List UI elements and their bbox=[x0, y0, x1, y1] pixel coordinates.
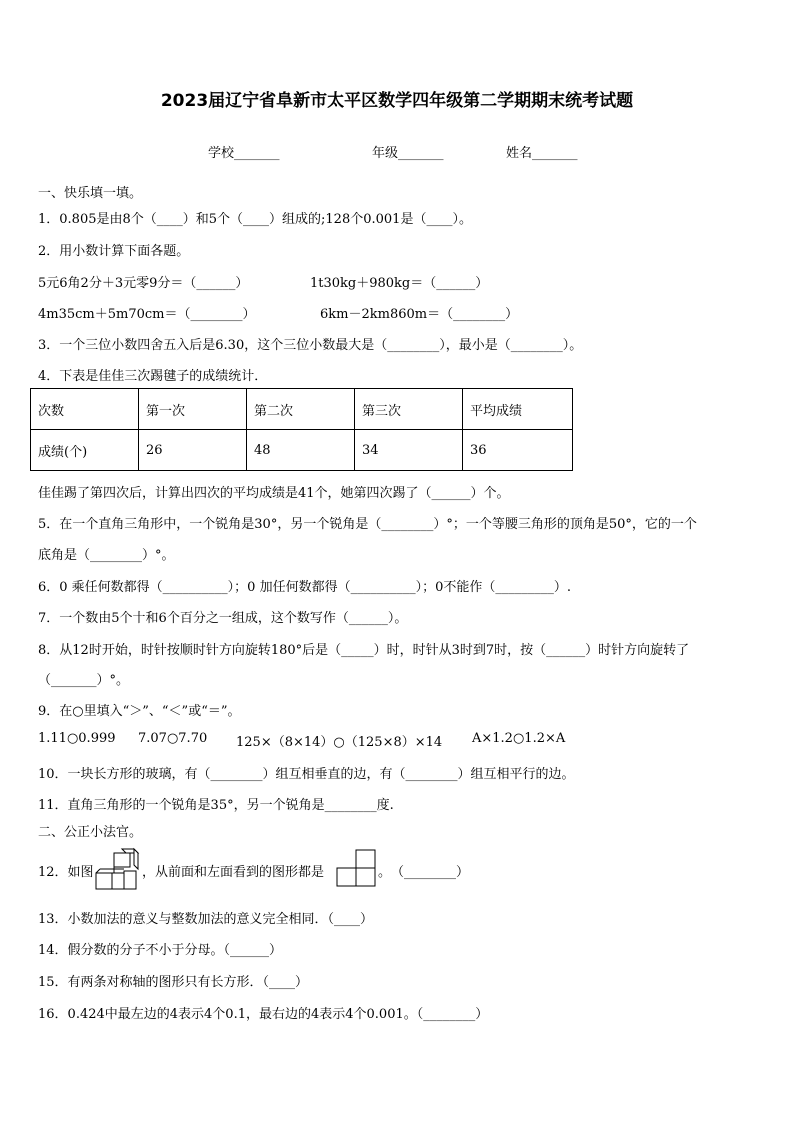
question-2a: 5元6角2分＋3元零9分＝（______） bbox=[38, 276, 249, 291]
table-cell: 第一次 bbox=[139, 389, 247, 430]
table-cell: 36 bbox=[463, 430, 573, 471]
question-14: 14．假分数的分子不小于分母。（______） bbox=[38, 943, 283, 958]
question-9b: 7.07○7.70 bbox=[138, 731, 208, 746]
question-8-line1: 8．从12时开始，时针按顺时针方向旋转180°后是（_____）时，时针从3时到7时，按（______）时针方向旋转了 bbox=[38, 643, 690, 658]
grade-field: 年级_______ bbox=[372, 146, 444, 161]
question-6: 6．0 乘任何数都得（__________）；0 加任何数都得（__________）；0不能作（_________）. bbox=[38, 580, 571, 595]
table-cell: 次数 bbox=[31, 389, 139, 430]
table-header-row bbox=[31, 389, 573, 430]
question-12-part1: 12．如图 bbox=[38, 865, 94, 880]
score-table bbox=[30, 388, 573, 471]
question-2b: 1t30kg＋980kg＝（______） bbox=[310, 276, 489, 291]
question-9c: 125×（8×14）○（125×8）×14 bbox=[236, 735, 443, 750]
question-15: 15．有两条对称轴的图形只有长方形．（____） bbox=[38, 975, 309, 990]
question-13: 13．小数加法的意义与整数加法的意义完全相同．（____） bbox=[38, 912, 374, 927]
question-12-part3: 。 （________） bbox=[378, 865, 470, 880]
question-11: 11．直角三角形的一个锐角是35°，另一个锐角是________度. bbox=[38, 798, 394, 813]
question-4b: 佳佳踢了第四次后，计算出四次的平均成绩是41个，她第四次踢了（______）个。 bbox=[38, 486, 510, 501]
question-4: 4．下表是佳佳三次踢毽子的成绩统计． bbox=[38, 369, 268, 384]
table-cell: 第二次 bbox=[247, 389, 355, 430]
question-16: 16．0.424中最左边的4表示4个0.1，最右边的4表示4个0.001。（________） bbox=[38, 1007, 489, 1022]
question-3: 3．一个三位小数四舍五入后是6.30，这个三位小数最大是（________），最小是（________）。 bbox=[38, 338, 583, 353]
question-7: 7．一个数由5个十和6个百分之一组成，这个数写作（______）。 bbox=[38, 611, 408, 626]
view-shape-figure bbox=[336, 849, 376, 887]
question-9d: A×1.2○1.2×A bbox=[472, 731, 566, 746]
section-heading-1: 一、快乐填一填。 bbox=[38, 186, 143, 201]
question-2: 2．用小数计算下面各题。 bbox=[38, 244, 190, 259]
question-8-line2: （_______）°。 bbox=[38, 673, 130, 688]
page-title: 2023届辽宁省阜新市太平区数学四年级第二学期期末统考试题 bbox=[160, 91, 634, 111]
name-field: 姓名_______ bbox=[506, 146, 578, 161]
question-9: 9．在○里填入“＞”、“＜”或“＝”。 bbox=[38, 704, 241, 719]
table-cell: 48 bbox=[247, 430, 355, 471]
school-field: 学校_______ bbox=[208, 146, 280, 161]
table-cell: 26 bbox=[139, 430, 247, 471]
question-12-part2: ，从前面和左面看到的图形都是 bbox=[142, 865, 325, 880]
table-cell: 34 bbox=[355, 430, 463, 471]
table-cell: 第三次 bbox=[355, 389, 463, 430]
question-5-line1: 5．在一个直角三角形中，一个锐角是30°，另一个锐角是（________）°；一个等腰三角形的顶角是50°，它的一个 bbox=[38, 517, 697, 532]
question-5-line2: 底角是（________）°。 bbox=[38, 548, 175, 563]
table-cell: 成绩(个) bbox=[31, 430, 139, 471]
question-2d: 6km－2km860m＝（________） bbox=[320, 307, 519, 322]
question-10: 10．一块长方形的玻璃，有（________）组互相垂直的边，有（________）组互相平行的边。 bbox=[38, 767, 575, 782]
table-row bbox=[31, 430, 573, 471]
question-9a: 1.11○0.999 bbox=[38, 731, 116, 746]
question-1: 1．0.805是由8个（____）和5个（____）组成的;128个0.001是（____）。 bbox=[38, 212, 472, 227]
cube-stack-figure bbox=[94, 847, 140, 891]
question-2c: 4m35cm＋5m70cm＝（________） bbox=[38, 307, 256, 322]
section-heading-2: 二、公正小法官。 bbox=[38, 825, 143, 840]
table-cell: 平均成绩 bbox=[463, 389, 573, 430]
